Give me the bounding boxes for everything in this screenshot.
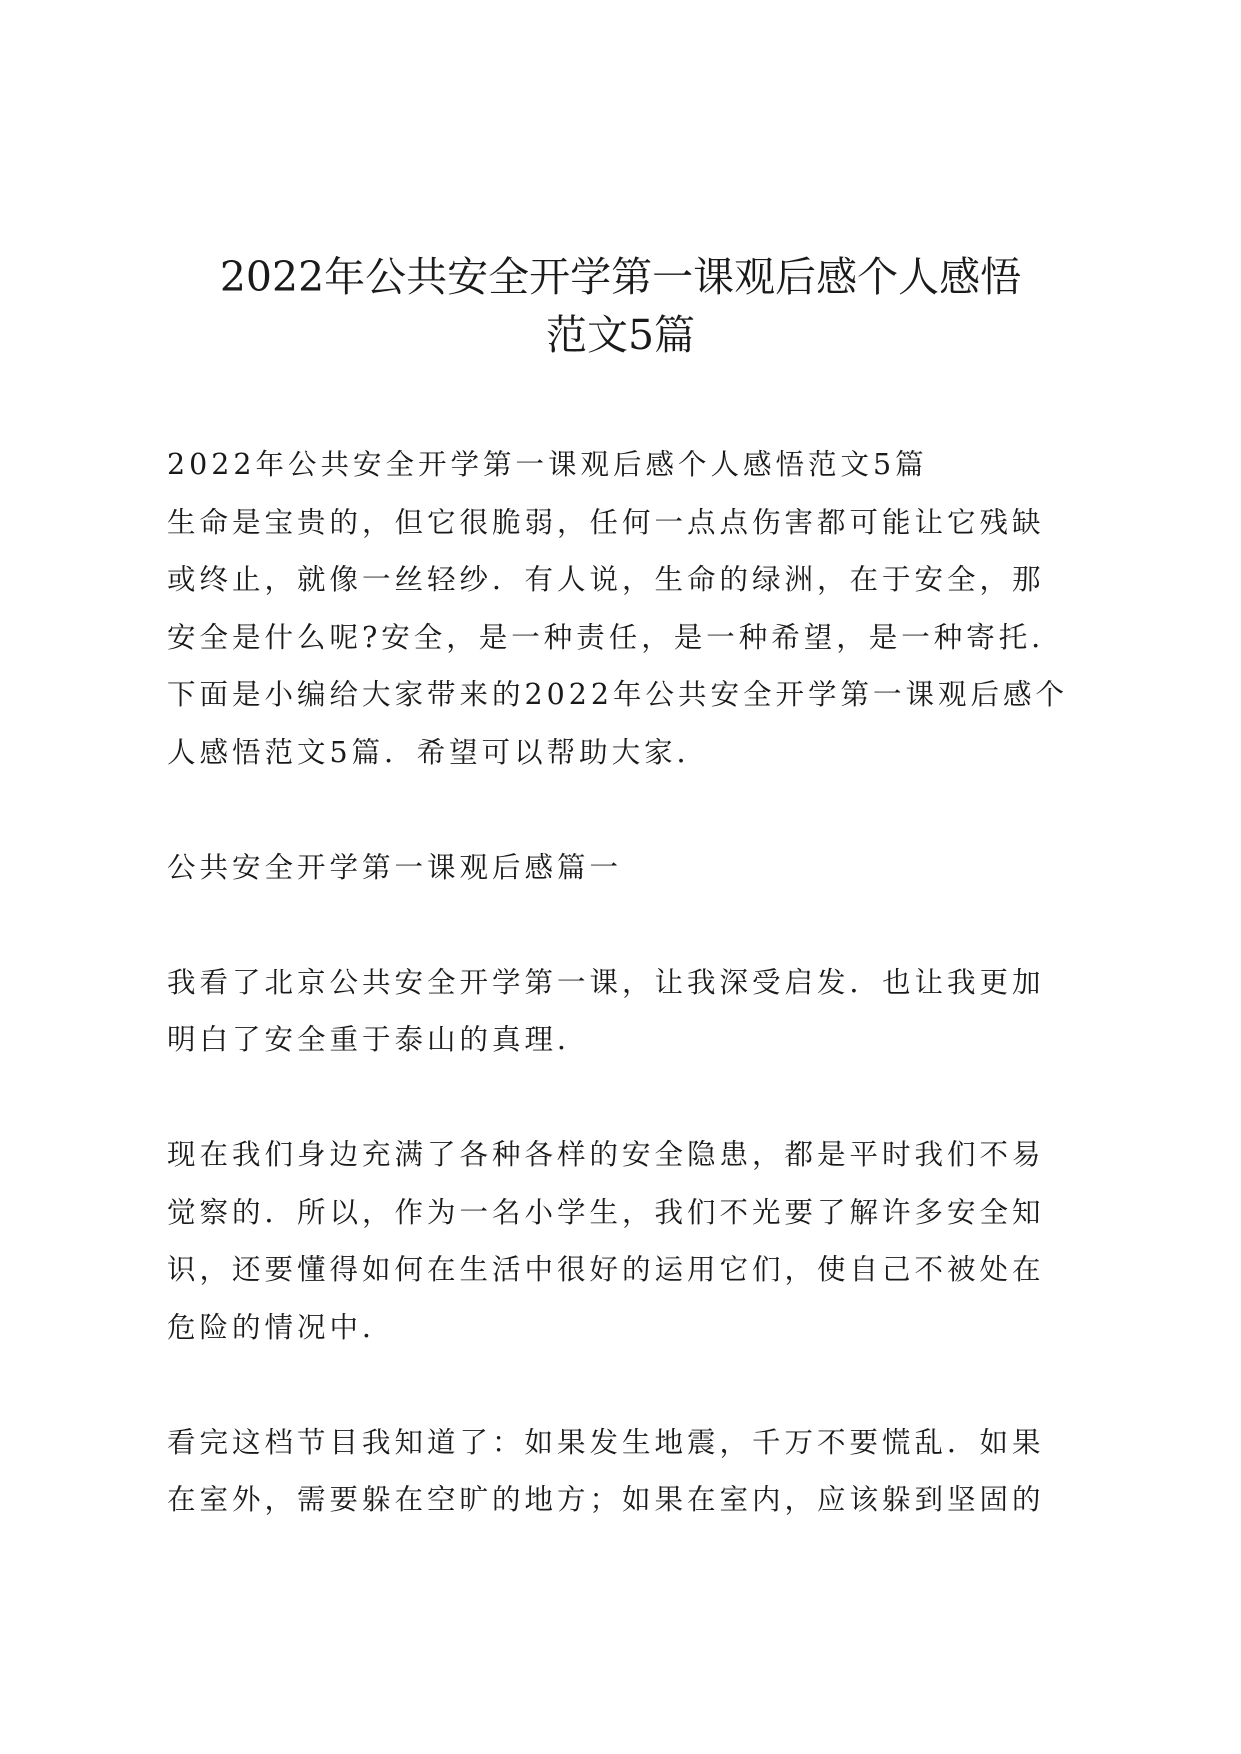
title-line: 范文5篇 <box>545 310 696 359</box>
text-line: 明白了安全重于泰山的真理． <box>167 1023 590 1056</box>
title-line: 2022年公共安全开学第一课观后感个人感悟 <box>219 253 1022 301</box>
text-line: 人感悟范文5篇．希望可以帮助大家． <box>167 735 710 769</box>
document-body <box>167 436 1072 1529</box>
paragraph <box>167 954 1072 1069</box>
text-line: 识，还要懂得如何在生活中很好的运用它们，使自己不被处在 <box>167 1253 1045 1286</box>
paragraph-intro <box>167 494 1072 782</box>
text-line: 或终止，就像一丝轻纱．有人说，生命的绿洲，在于安全，那 <box>167 563 1045 596</box>
text-line: 2022年公共安全开学第一课观后感个人感悟范文5篇 <box>167 448 928 481</box>
text-line: 现在我们身边充满了各种各样的安全隐患，都是平时我们不易 <box>167 1138 1045 1171</box>
text-line: 危险的情况中． <box>167 1310 395 1344</box>
paragraph-gap <box>167 781 1072 839</box>
section-heading <box>167 839 1072 897</box>
text-line: 生命是宝贵的，但它很脆弱，任何一点点伤害都可能让它残缺 <box>167 505 1045 539</box>
text-line: 在室外，需要躲在空旷的地方；如果在室内，应该躲到坚固的 <box>167 1483 1045 1516</box>
text-line: 公共安全开学第一课观后感篇一 <box>167 850 623 884</box>
text-line: 我看了北京公共安全开学第一课，让我深受启发．也让我更加 <box>167 965 1045 999</box>
paragraph <box>167 1126 1072 1356</box>
paragraph-gap <box>167 896 1072 954</box>
paragraph-gap <box>167 1069 1072 1127</box>
paragraph-subtitle <box>167 436 1072 494</box>
paragraph <box>167 1414 1072 1529</box>
text-line: 下面是小编给大家带来的2022年公共安全开学第一课观后感个 <box>167 678 1069 711</box>
text-line: 安全是什么呢?安全，是一种责任，是一种希望，是一种寄托． <box>167 620 1064 654</box>
document-title <box>140 246 1101 361</box>
paragraph-gap <box>167 1356 1072 1414</box>
text-line: 觉察的．所以，作为一名小学生，我们不光要了解许多安全知 <box>167 1195 1045 1229</box>
text-line: 看完这档节目我知道了：如果发生地震，千万不要慌乱．如果 <box>167 1425 1045 1459</box>
